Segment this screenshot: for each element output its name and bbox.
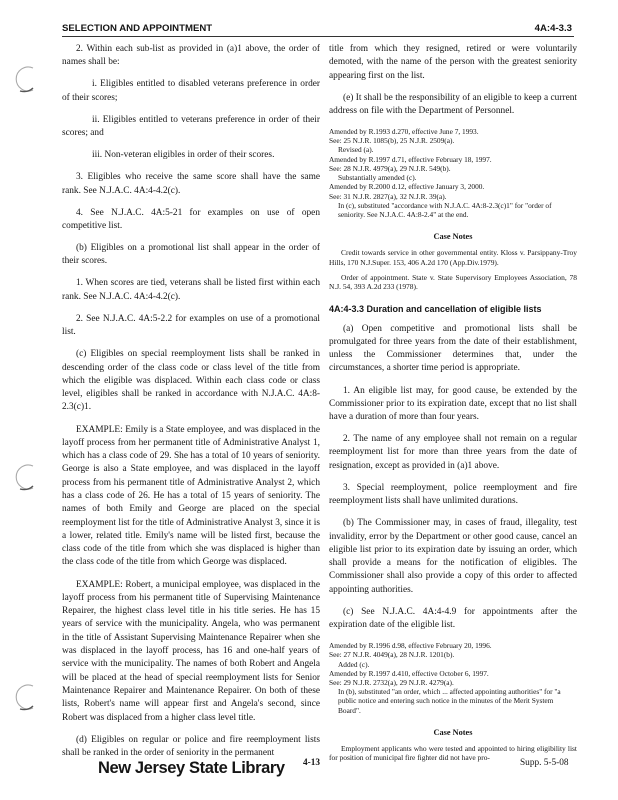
history-line: See: 29 N.J.R. 2732(a), 29 N.J.R. 4279(a).: [329, 678, 454, 688]
history-line: In (c), substituted "accordance with N.J.A.C. 4A:8-2.3(c)1" for "order of seniority. See N.J.A.C. 4A:8-2.4" at the end.: [338, 200, 552, 219]
binder-hole-mark-bottom: [11, 682, 41, 712]
history-line: In (b), substituted "an order, which ... affected appointing authorities" for "a public notice and entering such notice in the minutes of the Merit System Board".: [338, 687, 561, 715]
paragraph: i. Eligibles entitled to disabled veterans preference in order of their scores;: [62, 79, 320, 103]
history-line: Amended by R.1996 d.98, effective February 20, 1996.: [329, 641, 492, 651]
page-number: 4-13: [303, 758, 321, 768]
paragraph: ii. Eligibles entitled to veterans preference in order of their scores; and: [62, 114, 320, 139]
paragraph: (e) It shall be the responsibility of an eligible to keep a current address on file with the Department of Personnel.: [329, 92, 577, 116]
history-line: Amended by R.1993 d.270, effective June 7, 1993.: [329, 127, 479, 137]
history-line: Amended by R.1997 d.410, effective October 6, 1997.: [329, 668, 489, 678]
library-watermark: New Jersey State Library: [98, 759, 285, 777]
header-section-code: 4A:4-3.3: [534, 23, 572, 34]
case-notes-heading: Case Notes: [433, 232, 473, 242]
paragraph: EXAMPLE: Emily is a State employee, and was displaced in the layoff process from her permanent title of Administrative Analyst 1, which has a class code of 29. She has a total of 10 years of seniority. George is also a State employee, and was displaced in the layoff process from his permanent title of Administrative Analyst 2, which has a class code of 26. He has a total of 15 years of seniority. The names of both Emily and George are placed on the special reemployment list for the title of Administrative Analyst 3, since it is a lower, related title. Emily's name will be listed first, because the class code of the title from which she was displaced is higher than the class code of the title from which George was displaced.: [62, 424, 320, 568]
left-column: [62, 43, 320, 769]
paragraph: (a) Open competitive and promotional lists shall be promulgated for three years from the date of their establishment, unless the Commissioner determines that, under the circumstances, a shorter time period is appropriate.: [329, 323, 577, 374]
right-column: [329, 43, 577, 769]
right-intro-paragraphs: [329, 43, 577, 118]
amendment-history-3-3: [329, 641, 577, 715]
paragraph: (d) Eligibles on regular or police and fire reemployment lists shall be ranked in the order of seniority in the permanent: [62, 734, 320, 758]
paragraph: title from which they resigned, retired or were voluntarily demoted, with the name of the person with the greatest seniority appearing first on the list.: [329, 44, 577, 81]
history-line: Amended by R.2000 d.12, effective January 3, 2000.: [329, 182, 485, 192]
history-line: Revised (a).: [338, 145, 374, 155]
paragraph: 2. The name of any employee shall not remain on a regular reemployment list for more than three years from the date of resignation, except as provided in (a)1 above.: [329, 434, 577, 471]
section-heading-4a-4-3-3: 4A:4-3.3 Duration and cancellation of eligible lists: [329, 304, 542, 315]
paragraph: 2. See N.J.A.C. 4A:5-2.2 for examples on use of a promotional list.: [62, 313, 320, 338]
case-note: Order of appointment. State v. State Supervisory Employees Association, 78 N.J. 54, 393 A.2d 233 (1978).: [329, 272, 577, 292]
paragraph: (b) Eligibles on a promotional list shall appear in the order of their scores.: [62, 243, 320, 267]
paragraph: 1. When scores are tied, veterans shall be listed first within each rank. See N.J.A.C. 4A:4-4.2(c).: [62, 278, 320, 302]
paragraph: 1. An eligible list may, for good cause, be extended by the Commissioner prior to its expiration date, except that no list shall have a duration of more than four years.: [329, 385, 577, 423]
paragraph: 3. Eligibles who receive the same score shall have the same rank. See N.J.A.C. 4A:4-4.2(c).: [62, 172, 320, 196]
binder-hole-mark-middle: [11, 462, 41, 492]
history-line: Substantially amended (c).: [338, 173, 417, 183]
binder-hole-mark-top: [11, 64, 41, 94]
amendment-history-3-2: [329, 127, 577, 219]
history-line: See: 28 N.J.R. 4979(a), 29 N.J.R. 549(b).: [329, 163, 451, 173]
paragraph: (c) Eligibles on special reemployment lists shall be ranked in descending order of the class code or class level of the title from which the eligible was displaced. Within each class code or class level, eligibles shall be ranked in accordance with N.J.A.C. 4A:8-2.3(c)1.: [62, 349, 320, 413]
history-line: See: 27 N.J.R. 4049(a), 28 N.J.R. 1201(b).: [329, 650, 455, 660]
paragraph: 4. See N.J.A.C. 4A:5-21 for examples on use of open competitive list.: [62, 207, 320, 231]
case-notes-3-2: [329, 248, 577, 291]
paragraph: EXAMPLE: Robert, a municipal employee, was displaced in the layoff process from his permanent title of Supervising Maintenance Repairer, the highest class level title in his title series. He has 15 years of service with the municipality. Angela, who was permanent in the title of Assistant Supervising Maintenance Repairer when she was displaced in the layoff process, has 16 and one-half years of service with the municipality. The names of both Robert and Angela will be placed at the head of special reemployment lists for Senior Maintenance Repairer and Maintenance Repairer. On both of these lists, Robert's name will appear first and Angela's second, since Robert was displaced from a higher class level title.: [62, 579, 320, 723]
paragraph: (c) See N.J.A.C. 4A:4-4.9 for appointments after the expiration date of the eligible list.: [329, 606, 577, 631]
paragraph: (b) The Commissioner may, in cases of fraud, illegality, test invalidity, error by the Department or other good cause, cancel an eligible list prior to its expiration date by issuing an order, which shall provide a means for the notification of eligibles. The Commissioner shall also provide a copy of this order to affected appointing authorities.: [329, 518, 577, 595]
history-line: See: 31 N.J.R. 2827(a), 32 N.J.R. 39(a).: [329, 191, 447, 201]
paragraph: 3. Special reemployment, police reemployment and fire reemployment lists shall have unlimited durations.: [329, 482, 577, 507]
history-line: Amended by R.1997 d.71, effective February 18, 1997.: [329, 154, 492, 164]
section-body-3-3: [329, 323, 577, 633]
case-notes-heading: Case Notes: [433, 727, 473, 737]
history-line: See: 25 N.J.R. 1085(b), 25 N.J.R. 2509(a).: [329, 136, 455, 146]
case-note: Credit towards service in other governmental entity. Kloss v. Parsippany-Troy Hills, 170 N.J.Super. 153, 406 A.2d 170 (App.Div.1979).: [329, 248, 577, 267]
paragraph: iii. Non-veteran eligibles in order of their scores.: [92, 150, 275, 161]
header-section-title: SELECTION AND APPOINTMENT: [62, 23, 213, 34]
case-note: Employment applicants who were tested and appointed to hiring eligibility list for position of municipal fire fighter did not have pro-: [329, 744, 577, 763]
supplement-date: Supp. 5-5-08: [520, 758, 569, 768]
history-line: Added (c).: [338, 659, 370, 669]
paragraph: 2. Within each sub-list as provided in (a)1 above, the order of names shall be:: [62, 44, 320, 68]
running-header: [62, 20, 574, 37]
